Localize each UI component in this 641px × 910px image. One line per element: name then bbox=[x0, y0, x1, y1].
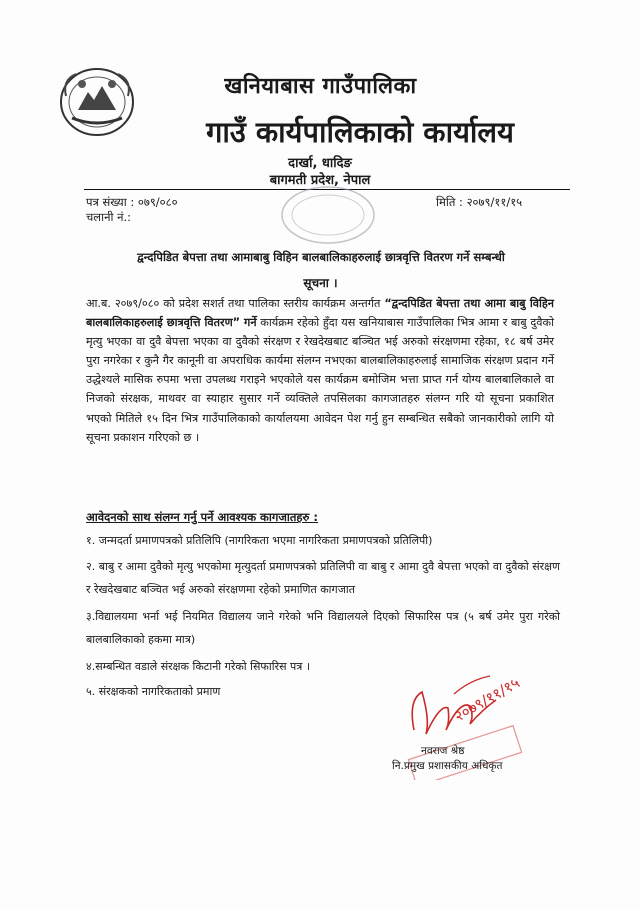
address-line-1: दार्खा, धादिङ bbox=[288, 156, 352, 171]
body-paragraph bbox=[86, 294, 554, 447]
office-title: गाउँ कार्यपालिकाको कार्यालय bbox=[206, 115, 514, 149]
signature-date: २०७९/११/१५ bbox=[451, 673, 523, 726]
letter-date: मिति : २०७९/११/१५ bbox=[436, 195, 523, 209]
subject-line: द्वन्दपिडित बेपत्ता तथा आमाबाबु विहिन बालबालिकाहरुलाई छात्रवृत्ति वितरण गर्ने सम्बन्धी bbox=[137, 250, 505, 264]
document-item: ४.सम्बन्धित वडाले संरक्षक किटानी गरेको सिफारिस पत्र । bbox=[86, 660, 311, 673]
address-line-2: बागमती प्रदेश, नेपाल bbox=[269, 173, 371, 188]
notice-title: सूचना । bbox=[303, 276, 338, 290]
document-item: ५. संरक्षकको नागरिकताको प्रमाण bbox=[86, 685, 221, 698]
municipality-name: खनियाबास गाउँपालिका bbox=[224, 74, 417, 99]
reference-number: पत्र संख्या : ०७९/०८० bbox=[86, 195, 178, 209]
signatory-role: नि.प्रमुख प्रशासकीय अधिकृत bbox=[392, 760, 503, 772]
body-text-1: आ.ब. २०७९/०८० को प्रदेश सशर्त तथा पालिका स्तरीय कार्यक्रम अन्तर्गत bbox=[86, 297, 385, 310]
body-text-2: कार्यक्रम रहेको हुँदा यस खनियाबास गाउँपालिका भित्र आमा र बाबु दुवैको मृत्यु भएका वा दुवै बेपत्ता भएका वा दुवैको संरक्षण र रेखदेखबाट बञ्चित भई अरुको संरक्षणमा रहेका, १८ बर्ष उमेर पुरा नगरेका र कुनै गैर कानूनी वा अपराधिक कार्यमा संलग्न नभएका बालबालिकाहरुलाई सामाजिक संरक्षण प्रदान गर्ने उद्धेश्यले मासिक रुपमा भत्ता उपलब्ध गराइने भएकोले यस कार्यक्रम बमोजिम भत्ता प्राप्त गर्न योग्य बालबालिकाले वा निजको संरक्षक, माथवर वा स्याहार सुसार गर्ने व्यक्तिले तपसिलका कागजातहरु संलग्न गरि यो सूचना प्रकाशित भएको मितिले १५ दिन भित्र गाउँपालिकाको कार्यालयमा आवेदन पेश गर्नु हुन सम्बन्धित सबैको जानकारीको लागि यो सूचना प्रकाशन गरिएको छ । bbox=[86, 316, 554, 444]
document-item: १. जन्मदर्ता प्रमाणपत्रको प्रतिलिपि (नागरिकता भएमा नागरिकता प्रमाणपत्रको प्रतिलिपी) bbox=[86, 534, 433, 547]
documents-heading: आवेदनको साथ संलग्न गर्नु पर्ने आवश्यक कागजातहरु : bbox=[86, 510, 318, 524]
document-item: ३.विद्यालयमा भर्ना भई नियमित विद्यालय जाने गरेको भनि विद्यालयले दिएको सिफारिस पत्र (५ बर्ष उमेर पुरा गरेको बालबालिकाको हकमा मात्र) bbox=[86, 610, 560, 646]
dispatch-number: चलानी नं.: bbox=[86, 210, 132, 224]
office-stamp bbox=[278, 184, 378, 246]
signatory-name: नवराज श्रेष्ठ bbox=[421, 745, 465, 757]
document-item: २. बाबु र आमा दुवैको मृत्यु भएकोमा मृत्युदर्ता प्रमाणपत्रको प्रतिलिपी वा बाबु र आमा दुवै बेपत्ता भएको वा दुवैको संरक्षण र रेखदेखबाट बञ्चित भई अरुको संरक्षणमा रहेको प्रमाणित कागजात bbox=[86, 560, 560, 596]
body-highlight: “द्वन्दपिडित बेपत्ता तथा आमा बाबु विहिन बालबालिकाहरुलाई छात्रवृत्ति वितरण” गर्ने bbox=[86, 297, 554, 330]
